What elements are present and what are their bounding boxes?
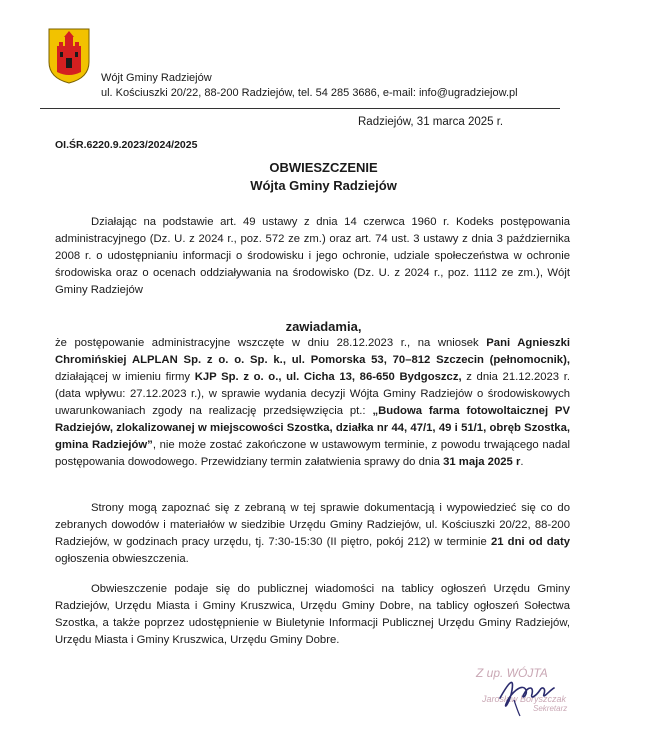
project-name: „Budowa farma fotowoltaicznej PV Radziejów, zlokalizowanej w miejscowości Szostka, działka nr 44, 47/1, 49 i 51/1, obręb Szostka, gmina Radziejów”	[55, 405, 571, 451]
sender-name: Wójt Gminy Radziejów	[101, 72, 212, 84]
case-reference: OI.ŚR.6220.9.2023/2024/2025	[55, 139, 198, 151]
stamp-line-3: Sekretarz	[533, 704, 568, 713]
company-name: KJP Sp. z o. o., ul. Cicha 13, 86-650 Bydgoszcz,	[194, 371, 462, 383]
notice-text: z dnia 21.12.2023 r. (data wpływu: 27.12.2023 r.), w sprawie wydania decyzji Wójta Gminy Radziejów o środowiskowych uwarunkowaniach zgody na realizację przedsięwzięcia pt.:	[55, 371, 570, 417]
notice-text: że postępowanie administracyjne wszczęte w dniu 28.12.2023 r., na wniosek	[55, 337, 487, 349]
stamp-line-2: Jarosław Boryszczak	[482, 694, 567, 704]
legal-basis-paragraph: Działając na podstawie art. 49 ustawy z dnia 14 czerwca 1960 r. Kodeks postępowania administracyjnego (Dz. U. z 2024 r., poz. 572 ze zm.) oraz art. 74 ust. 3 ustawy z dnia 3 października 2008 r. o udostępnianiu informacji o środowisku i jego ochronie, udziale społeczeństwa w ochronie środowiska oraz o ocenach oddziaływania na środowisko (Dz. U. z 2024 r., poz. 1112 ze zm.), Wójt Gminy Radziejów	[55, 216, 570, 296]
inspection-paragraph	[55, 500, 570, 568]
declaration-heading: zawiadamia,	[285, 319, 362, 334]
notice-text: , nie może zostać zakończone w ustawowym terminie, z powodu trwającego nadal postępowania dowodowego. Przewidziany termin załatwienia sprawy do dnia	[55, 439, 570, 468]
publication-paragraph: Obwieszczenie podaje się do publicznej wiadomości na tablicy ogłoszeń Urzędu Gminy Radziejów, Urzędu Miasta i Gminy Kruszwica, Urzędu Gminy Dobre, na tablicy ogłoszeń Sołectwa Szostka, a także poprzez udostępnienie w Biuletynie Informacji Publicznej Urzędu Gminy Radziejów, Urzędu Miasta i Gminy Kruszwica, Urzędu Gminy Dobre.	[55, 583, 570, 646]
inspection-period: 21 dni od daty	[490, 536, 570, 548]
notice-text: działającej w imieniu firmy	[55, 371, 195, 383]
attorney-name: Pani Agnieszki Chromińskiej ALPLAN Sp. z o. o. Sp. k., ul. Pomorska 53, 70–812 Szczecin (pełnomocnik),	[55, 337, 571, 366]
inspection-text: ogłoszenia obwieszczenia.	[55, 553, 189, 565]
stamp-line-1: Z up. WÓJTA	[476, 666, 548, 680]
document-subtitle: Wójta Gminy Radziejów	[250, 178, 397, 193]
handwritten-signature	[470, 660, 580, 720]
sender-address: ul. Kościuszki 20/22, 88-200 Radziejów, tel. 54 285 3686, e-mail: info@ugradziejow.pl	[101, 87, 518, 99]
notice-text: .	[520, 456, 524, 468]
document-date: Radziejów, 31 marca 2025 r.	[358, 116, 504, 128]
inspection-text: Strony mogą zapoznać się z zebraną w tej sprawie dokumentacją i wypowiedzieć się co do zebranych dowodów i materiałów w siedzibie Urzędu Gminy Radziejów, ul. Kościuszki 20/22, 88-200 Radziejów, w godzinach pracy urzędu, tj. 7:30-15:30 (II piętro, pokój 212) w terminie	[55, 502, 570, 548]
header-divider	[40, 108, 560, 109]
document-title: OBWIESZCZENIE	[269, 160, 378, 175]
coat-of-arms-emblem	[48, 28, 90, 84]
deadline-date: 31 maja 2025 r	[443, 456, 521, 468]
notice-paragraph	[55, 335, 570, 471]
